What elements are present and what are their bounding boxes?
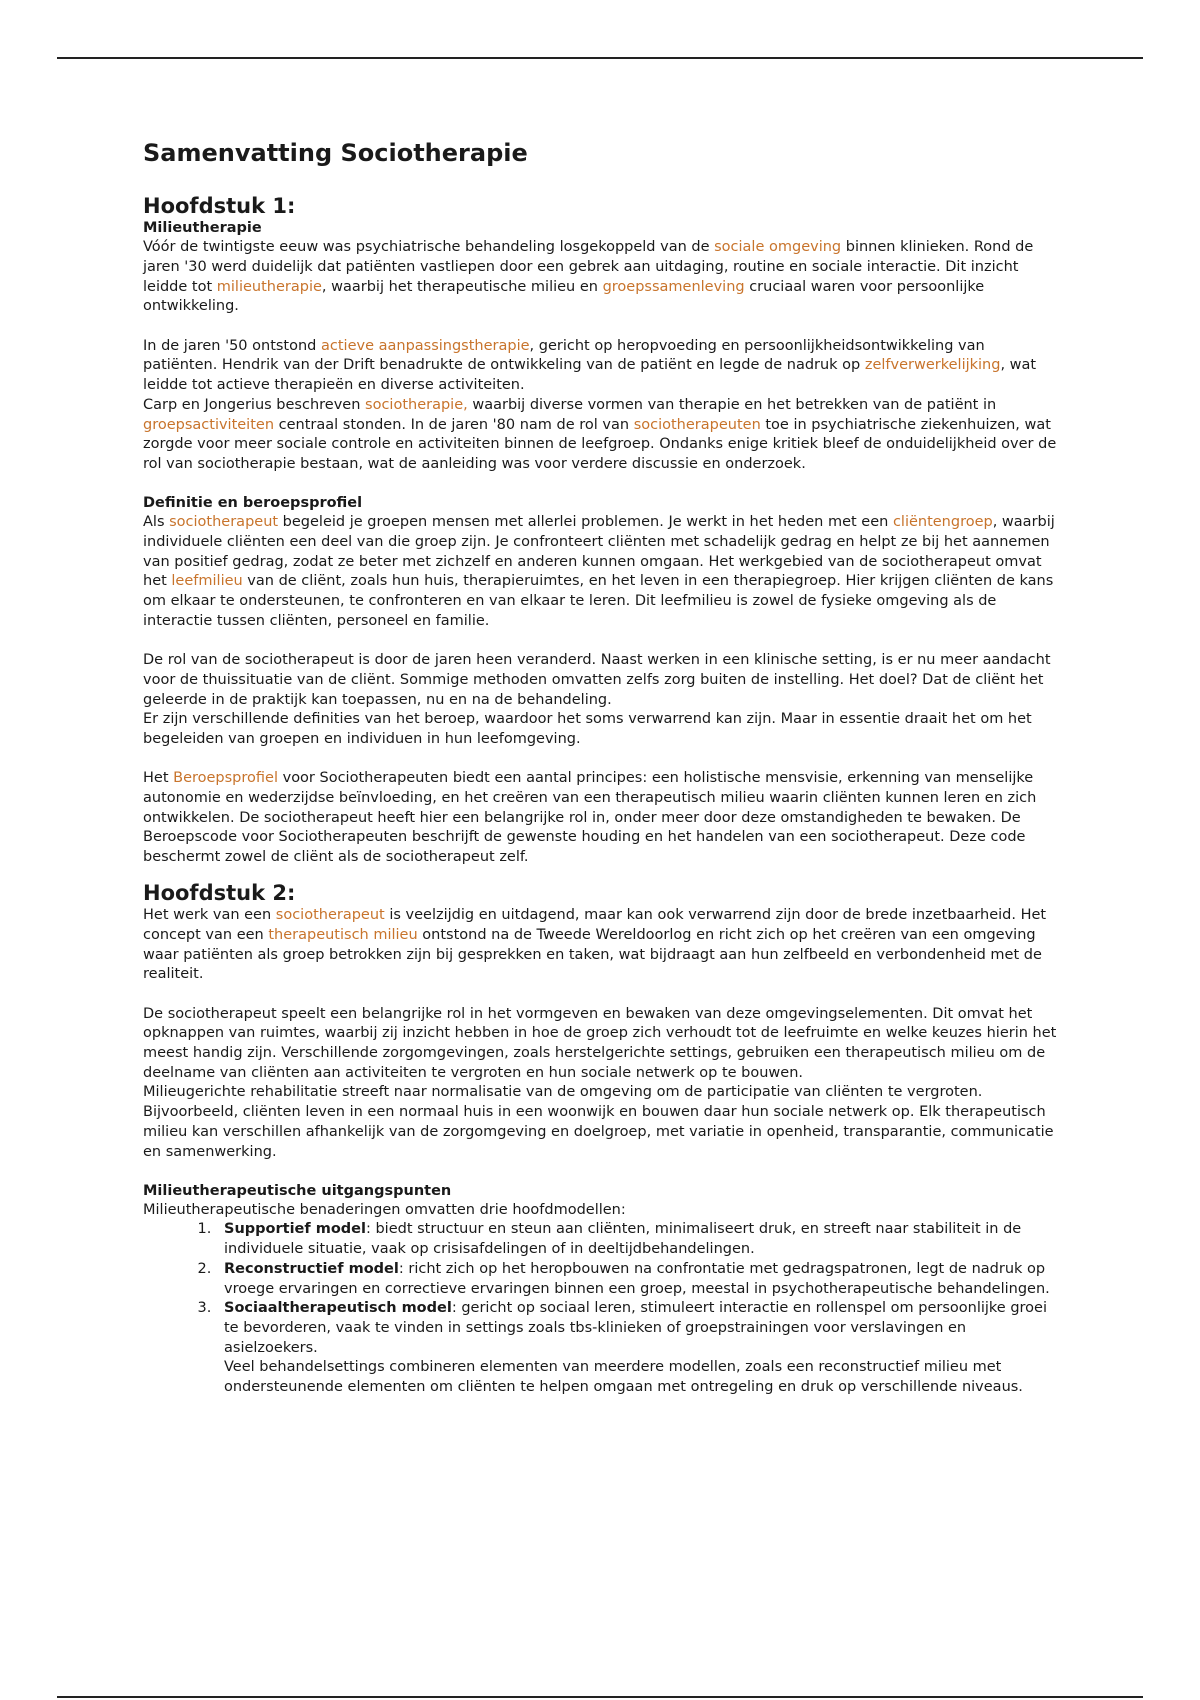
highlight-term: leefmilieu	[171, 573, 243, 590]
models-list	[143, 1220, 1063, 1397]
bottom-rule	[57, 1696, 1143, 1698]
paragraph-milieutherapie-2: In de jaren '50 ontstond actieve aanpassingstherapie, gericht op heropvoeding en persoonlijkheidsontwikkeling van patiënten. Hendrik van der Drift benadrukte de ontwikkeling van de patiënt en legde de nadruk op zelfverwerkelijking, wat leidde tot actieve therapieën en diverse activiteiten.	[143, 337, 1037, 394]
models-closing-text: Veel behandelsettings combineren elementen van meerdere modellen, zoals een reconstructief milieu met ondersteunende elementen om cliënten te helpen omgaan met ontregeling en druk op verschillende niveaus.	[224, 1359, 1023, 1396]
highlight-term: sociotherapie,	[365, 396, 468, 413]
paragraph-definitie-4: Het Beroepsprofiel voor Sociotherapeuten biedt een aantal principes: een holistische mensvisie, erkenning van menselijke autonomie en wederzijdse beïnvloeding, en het creëren van een therapeutisch milieu waarin cliënten kunnen leren en zich ontwikkelen. De sociotherapeut heeft hier een belangrijke rol in, onder meer door deze omstandigheden te bewaken. De Beroepscode voor Sociotherapeuten beschrijft de gewenste houding en het handelen van een sociotherapeut. Deze code beschermt zowel de cliënt als de sociotherapeut zelf.	[143, 770, 1037, 866]
model-name: Sociaaltherapeutisch model	[224, 1300, 452, 1317]
section-uitgangspunten-heading: Milieutherapeutische uitgangspunten	[143, 1182, 452, 1199]
paragraph-milieutherapie-3: Carp en Jongerius beschreven sociotherapie, waarbij diverse vormen van therapie en het betrekken van de patiënt in groepsactiviteiten centraal stonden. In de jaren '80 nam de rol van sociotherapeuten toe in psychiatrische ziekenhuizen, wat zorgde voor meer sociale controle en activiteiten binnen de leefgroep. Ondanks enige kritiek bleef de onduidelijkheid over de rol van sociotherapie bestaan, wat de aanleiding was voor verdere discussie en onderzoek.	[143, 396, 1057, 472]
section-milieutherapie-heading: Milieutherapie	[143, 220, 262, 237]
paragraph-ch2-2: De sociotherapeut speelt een belangrijke rol in het vormgeven en bewaken van deze omgevingselementen. Dit omvat het opknappen van ruimtes, waarbij zij inzicht hebben in hoe de groep zich verhoudt tot de leefruimte en welke keuzes hierin het meest handig zijn. Verschillende zorgomgevingen, zoals herstelgerichte settings, gebruiken een therapeutisch milieu om de deelname van cliënten aan activiteiten te vergroten en hun sociale netwerk op te bouwen.	[143, 1005, 1057, 1081]
paragraph-uitgangspunten-intro: Milieutherapeutische benaderingen omvatten drie hoofdmodellen:	[143, 1201, 626, 1218]
paragraph-milieutherapie-1: Vóór de twintigste eeuw was psychiatrische behandeling losgekoppeld van de sociale omgeving binnen klinieken. Rond de jaren '30 werd duidelijk dat patiënten vastliepen door een gebrek aan uitdaging, routine en sociale interactie. Dit inzicht leidde tot milieutherapie, waarbij het therapeutische milieu en groepssamenleving cruciaal waren voor persoonlijke ontwikkeling.	[143, 239, 1034, 315]
highlight-term: zelfverwerkelijking	[864, 357, 1001, 374]
chapter-2-heading: Hoofdstuk 2:	[143, 880, 296, 905]
highlight-term: sociotherapeut	[169, 514, 279, 531]
highlight-term: milieutherapie	[216, 278, 322, 295]
document-body	[143, 138, 1063, 1398]
highlight-term: groepssamenleving	[602, 278, 745, 295]
paragraph-definitie-1: Als sociotherapeut begeleid je groepen mensen met allerlei problemen. Je werkt in het heden met een cliëntengroep, waarbij individuele cliënten een deel van die groep zijn. Je confronteert cliënten met schadelijk gedrag en helpt ze bij het aannemen van positief gedrag, zodat ze beter met zichzelf en anderen kunnen omgaan. Het werkgebied van de sociotherapeut omvat het leefmilieu van de cliënt, zoals hun huis, therapieruimtes, en het leven in een therapiegroep. Hier krijgen cliënten de kans om elkaar te ondersteunen, te confronteren en van elkaar te leren. Dit leefmilieu is zowel de fysieke omgeving als de interactie tussen cliënten, personeel en familie.	[143, 514, 1055, 629]
list-item: 3. Sociaaltherapeutisch model: gericht op sociaal leren, stimuleert interactie en rollenspel om persoonlijke groei te bevorderen, vaak te vinden in settings zoals tbs-klinieken of groepstrainingen voor verslavingen en asielzoekers. Veel behandelsettings combineren elementen van meerdere modellen, zoals een reconstructief milieu met ondersteunende elementen om cliënten te helpen omgaan met ontregeling en druk op verschillende niveaus.	[216, 1299, 1063, 1398]
highlight-term: sociotherapeuten	[633, 416, 761, 433]
list-item: 1. Supportief model: biedt structuur en steun aan cliënten, minimaliseert druk, en streeft naar stabiliteit in de individuele situatie, vaak op crisisafdelingen of in deeltijdbehandelingen.	[216, 1220, 1063, 1259]
highlight-term: cliëntengroep	[892, 514, 993, 531]
chapter-1-heading: Hoofdstuk 1:	[143, 194, 296, 219]
paragraph-ch2-3: Milieugerichte rehabilitatie streeft naar normalisatie van de omgeving om de participatie van cliënten te vergroten. Bijvoorbeeld, cliënten leven in een normaal huis in een woonwijk en bouwen daar hun sociale netwerk op. Elk therapeutisch milieu kan verschillen afhankelijk van de zorgomgeving en doelgroep, met variatie in openheid, transparantie, communicatie en samenwerking.	[143, 1084, 1054, 1160]
paragraph-definitie-3: Er zijn verschillende definities van het beroep, waardoor het soms verwarrend kan zijn. Maar in essentie draait het om het begeleiden van groepen en individuen in hun leefomgeving.	[143, 711, 1032, 747]
document-title: Samenvatting Sociotherapie	[143, 139, 528, 167]
model-name: Supportief model	[224, 1221, 366, 1238]
top-rule	[57, 57, 1143, 59]
paragraph-definitie-2: De rol van de sociotherapeut is door de jaren heen veranderd. Naast werken in een klinische setting, is er nu meer aandacht voor de thuissituatie van de cliënt. Sommige methoden omvatten zelfs zorg buiten de instelling. Het doel? Dat de cliënt het geleerde in de praktijk kan toepassen, nu en na de behandeling.	[143, 652, 1051, 708]
paragraph-ch2-1: Het werk van een sociotherapeut is veelzijdig en uitdagend, maar kan ook verwarrend zijn door de brede inzetbaarheid. Het concept van een therapeutisch milieu ontstond na de Tweede Wereldoorlog en richt zich op het creëren van een omgeving waar patiënten als groep betrokken zijn bij gesprekken en taken, wat bijdraagt aan hun zelfbeeld en verbondenheid met de realiteit.	[143, 907, 1047, 983]
section-definitie-heading: Definitie en beroepsprofiel	[143, 495, 363, 512]
list-item: 2. Reconstructief model: richt zich op het heropbouwen na confrontatie met gedragspatronen, legt de nadruk op vroege ervaringen en correctieve ervaringen binnen een groep, meestal in psychotherapeutische behandelingen.	[216, 1260, 1063, 1299]
highlight-term: sociale omgeving	[714, 239, 842, 256]
model-name: Reconstructief model	[224, 1260, 399, 1277]
highlight-term: groepsactiviteiten	[143, 416, 275, 433]
highlight-term: actieve aanpassingstherapie	[321, 337, 530, 354]
highlight-term: therapeutisch milieu	[268, 926, 418, 943]
highlight-term: sociotherapeut	[275, 907, 385, 924]
highlight-term: Beroepsprofiel	[173, 770, 278, 787]
